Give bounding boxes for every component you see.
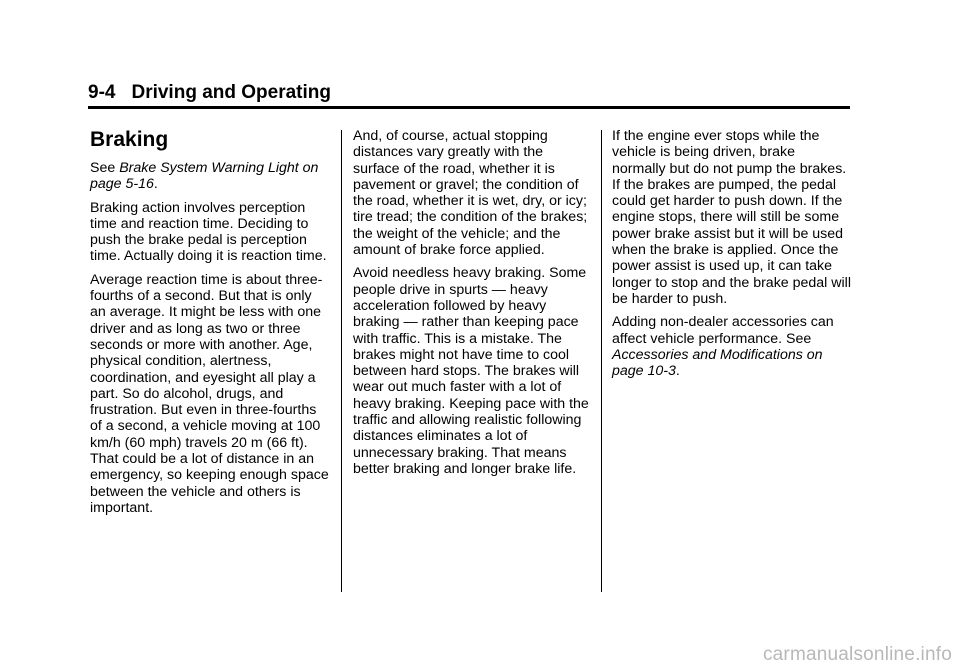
- paragraph-perception: Braking action involves perception time and reaction time. Deciding to push the brake pedal is perception time. Actually doing it is reaction time.: [90, 199, 327, 265]
- paragraph-engine-stops: If the engine ever stops while the vehicle is being driven, brake normally but do not pump the brakes. If the brakes are pumped, the pedal could get harder to push down. If the engine stops, there will still be some power brake assist but it will be used when the brake is applied. Once the power assist is used up, it can take longer to stop and the brake pedal will be harder to push.: [612, 128, 851, 307]
- paragraph-accessories: [612, 314, 852, 379]
- page-number: 9-4: [88, 82, 116, 103]
- see-reference: [90, 160, 330, 193]
- column-divider-1: [341, 130, 342, 592]
- see-suffix: .: [153, 176, 158, 193]
- paragraph-stopping-distance: And, of course, actual stopping distances vary greatly with the surface of the road, whether it is pavement or gravel; the condition of the road, whether it is wet, dry, or icy; tire tread; the condition of the brakes; the weight of the vehicle; and the amount of brake force applied.: [353, 128, 588, 259]
- column-3: [612, 128, 852, 386]
- accessories-suffix: .: [675, 363, 680, 380]
- header-text: [88, 82, 331, 104]
- paragraph-reaction-time: Average reaction time is about three-fourths of a second. But that is only an average. It might be less with one driver and as long as two or three seconds or more with another. Age, physical condition, alertness, coordination, and eyesight all play a part. So do alcohol, drugs, and frustration. But even in three-fourths of a second, a vehicle moving at 100 km/h (60 mph) travels 20 m (66 ft). That could be a lot of distance in an emergency, so keeping enough space between the vehicle and others is important.: [90, 271, 329, 516]
- paragraph-heavy-braking: Avoid needless heavy braking. Some people drive in spurts — heavy acceleration followed by heavy braking — rather than keeping pace with traffic. This is a mistake. The brakes might not have time to cool between hard stops. The brakes will wear out much faster with a lot of heavy braking. Keeping pace with the traffic and allowing realistic following distances eliminates a lot of unnecessary braking. That means better braking and longer brake life.: [353, 265, 589, 477]
- section-title: Driving and Operating: [131, 82, 331, 103]
- accessories-modifications-link[interactable]: Accessories and Modifications on page 10-3: [612, 346, 823, 380]
- see-prefix: See: [90, 160, 120, 176]
- column-2: [353, 128, 593, 484]
- braking-heading: Braking: [90, 128, 169, 151]
- watermark: carmanualsonline.info: [762, 644, 952, 665]
- column-divider-2: [601, 130, 602, 592]
- brake-warning-light-link[interactable]: Brake System Warning Light on page 5-16: [90, 160, 319, 193]
- page-header: [88, 82, 850, 109]
- accessories-prefix: Adding non-dealer accessories can affect vehicle performance. See: [612, 314, 834, 347]
- column-1: [90, 128, 330, 523]
